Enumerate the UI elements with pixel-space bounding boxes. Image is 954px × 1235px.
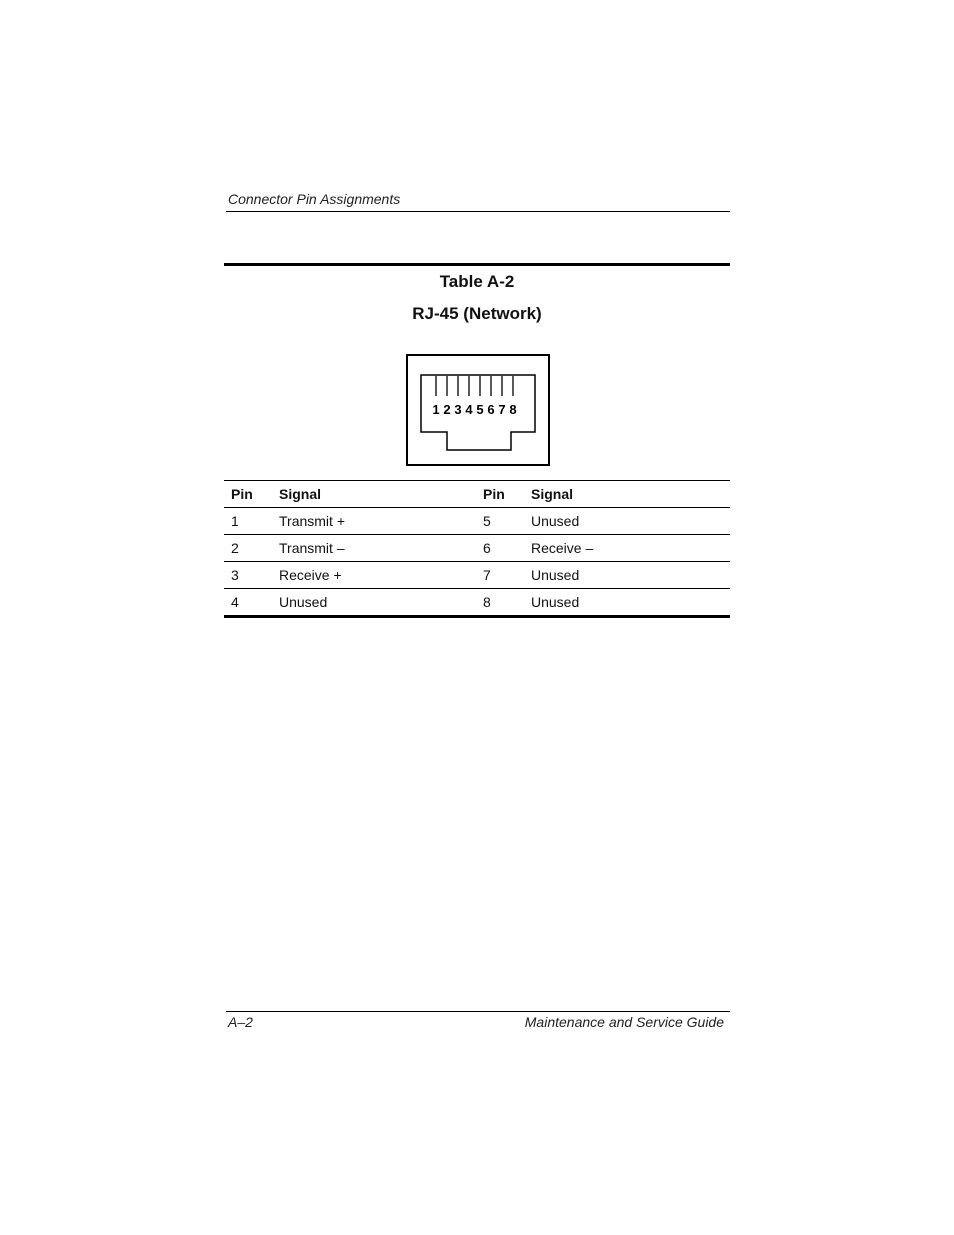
pin-cell: 1 [231,513,239,529]
pin-number-label: 2 [443,402,451,417]
pin-cell: 6 [483,540,491,556]
table-header-row [224,481,730,508]
pin-cell: 4 [231,594,239,610]
column-header-signal: Signal [531,486,574,502]
pin-number-label: 8 [509,402,517,417]
column-header-signal: Signal [279,486,322,502]
pin-cell: 3 [231,567,239,583]
table-row [224,562,730,589]
running-head: Connector Pin Assignments [228,191,401,207]
pin-cell: 5 [483,513,491,529]
signal-cell: Receive + [279,567,342,583]
pin-number-label: 6 [487,402,495,417]
pin-cell: 8 [483,594,491,610]
column-header-pin: Pin [483,486,505,502]
table-top-rule [224,263,730,266]
pin-number-label: 4 [465,402,473,417]
pin-number-label: 1 [432,402,440,417]
table-row [224,589,730,617]
signal-cell: Unused [531,594,580,610]
table-row [224,535,730,562]
signal-cell: Receive – [531,540,594,556]
pin-number-label: 5 [476,402,484,417]
signal-cell: Unused [279,594,328,610]
book-title: Maintenance and Service Guide [524,1014,724,1030]
footer-rule [226,1011,730,1012]
pin-number-label: 7 [498,402,506,417]
table-caption: RJ-45 (Network) [412,304,542,323]
pin-assignment-table [224,480,730,618]
pin-cell: 7 [483,567,491,583]
signal-cell: Unused [531,567,580,583]
pin-cell: 2 [231,540,239,556]
pin-number-label: 3 [454,402,462,417]
rj45-connector-diagram [406,354,550,466]
table-row [224,508,730,535]
signal-cell: Transmit + [279,513,345,529]
header-rule [226,211,730,212]
signal-cell: Unused [531,513,580,529]
column-header-pin: Pin [231,486,253,502]
table-label: Table A-2 [439,272,515,291]
page-number: A–2 [228,1014,253,1030]
signal-cell: Transmit – [279,540,345,556]
